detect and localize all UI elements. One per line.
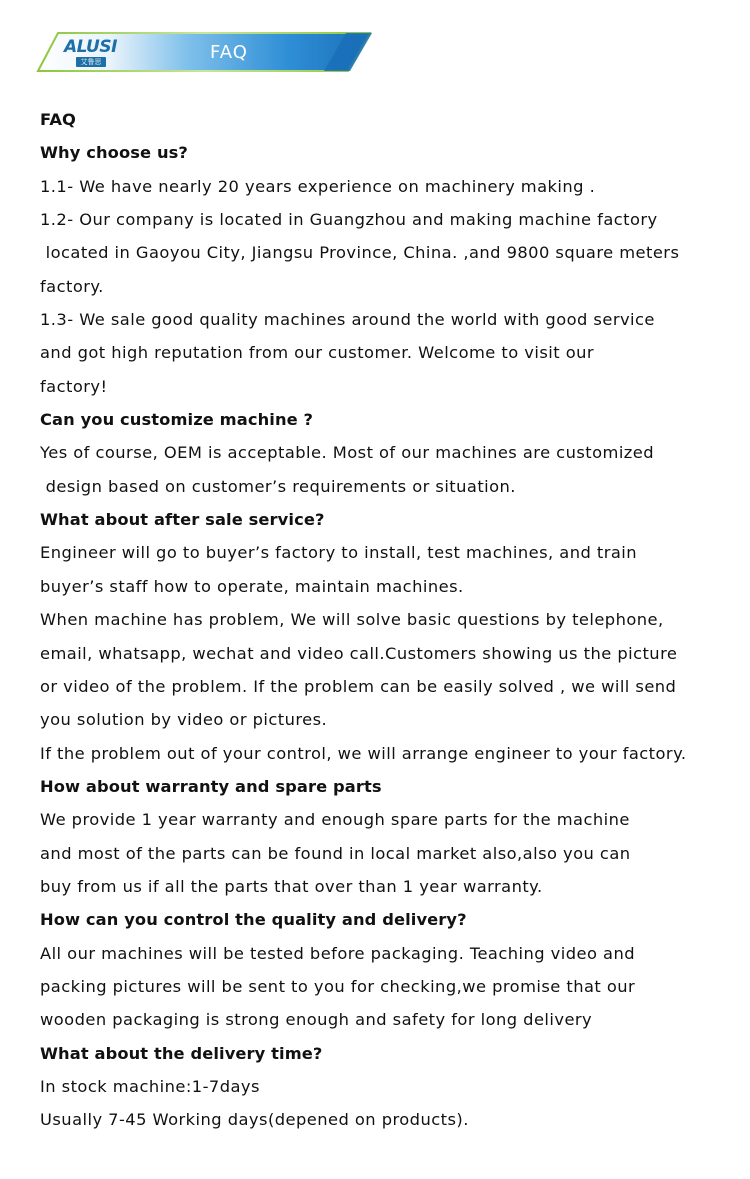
faq-content [40,103,740,1137]
faq-text-line: All our machines will be tested before packaging. Teaching video and [40,943,636,963]
faq-text-line: factory! [40,376,108,396]
faq-text-line: Yes of course, OEM is acceptable. Most of our machines are customized [40,443,655,463]
faq-text-line: buy from us if all the parts that over than 1 year warranty. [40,876,543,896]
faq-heading: Can you customize machine ? [40,410,314,430]
faq-text-line: packing pictures will be sent to you for checking,we promise that our [40,976,636,996]
faq-text-line: or video of the problem. If the problem can be easily solved , we will send [40,676,677,696]
faq-text-line: wooden packaging is strong enough and safety for long delivery [40,1010,593,1030]
banner-title: FAQ [210,42,248,63]
faq-text-line: When machine has problem, We will solve basic questions by telephone, [40,610,664,630]
faq-heading: How can you control the quality and delivery? [40,910,467,930]
faq-text-line: and got high reputation from our customer. Welcome to visit our [40,343,595,363]
faq-heading: FAQ [40,110,76,129]
company-logo: ALUSI [64,37,117,57]
faq-heading: How about warranty and spare parts [40,776,382,796]
faq-heading: Why choose us? [40,143,188,163]
faq-heading: What about after sale service? [40,510,325,530]
faq-text-line: If the problem out of your control, we will arrange engineer to your factory. [40,743,687,763]
faq-heading: What about the delivery time? [40,1043,323,1063]
faq-text-line: located in Gaoyou City, Jiangsu Province, China. ,and 9800 square meters [40,243,680,263]
faq-text-line: factory. [40,276,104,296]
faq-text-line: Engineer will go to buyer’s factory to install, test machines, and train [40,543,638,563]
faq-text-line: you solution by video or pictures. [40,710,328,730]
faq-text-line: buyer’s staff how to operate, maintain machines. [40,576,464,596]
faq-text-line: 1.1- We have nearly 20 years experience on machinery making . [40,176,596,196]
faq-text-line: and most of the parts can be found in local market also,also you can [40,843,631,863]
faq-text-line: We provide 1 year warranty and enough spare parts for the machine [40,810,630,830]
company-logo-subtitle: 艾鲁思 [76,57,106,67]
faq-text-line: email, whatsapp, wechat and video call.Customers showing us the picture [40,643,678,663]
faq-text-line: 1.2- Our company is located in Guangzhou and making machine factory [40,210,658,230]
faq-text-line: 1.3- We sale good quality machines around the world with good service [40,310,655,330]
faq-text-line: In stock machine:1-7days [40,1076,260,1096]
faq-text-line: Usually 7-45 Working days(depened on products). [40,1110,469,1130]
faq-text-line: design based on customer’s requirements or situation. [40,476,516,496]
